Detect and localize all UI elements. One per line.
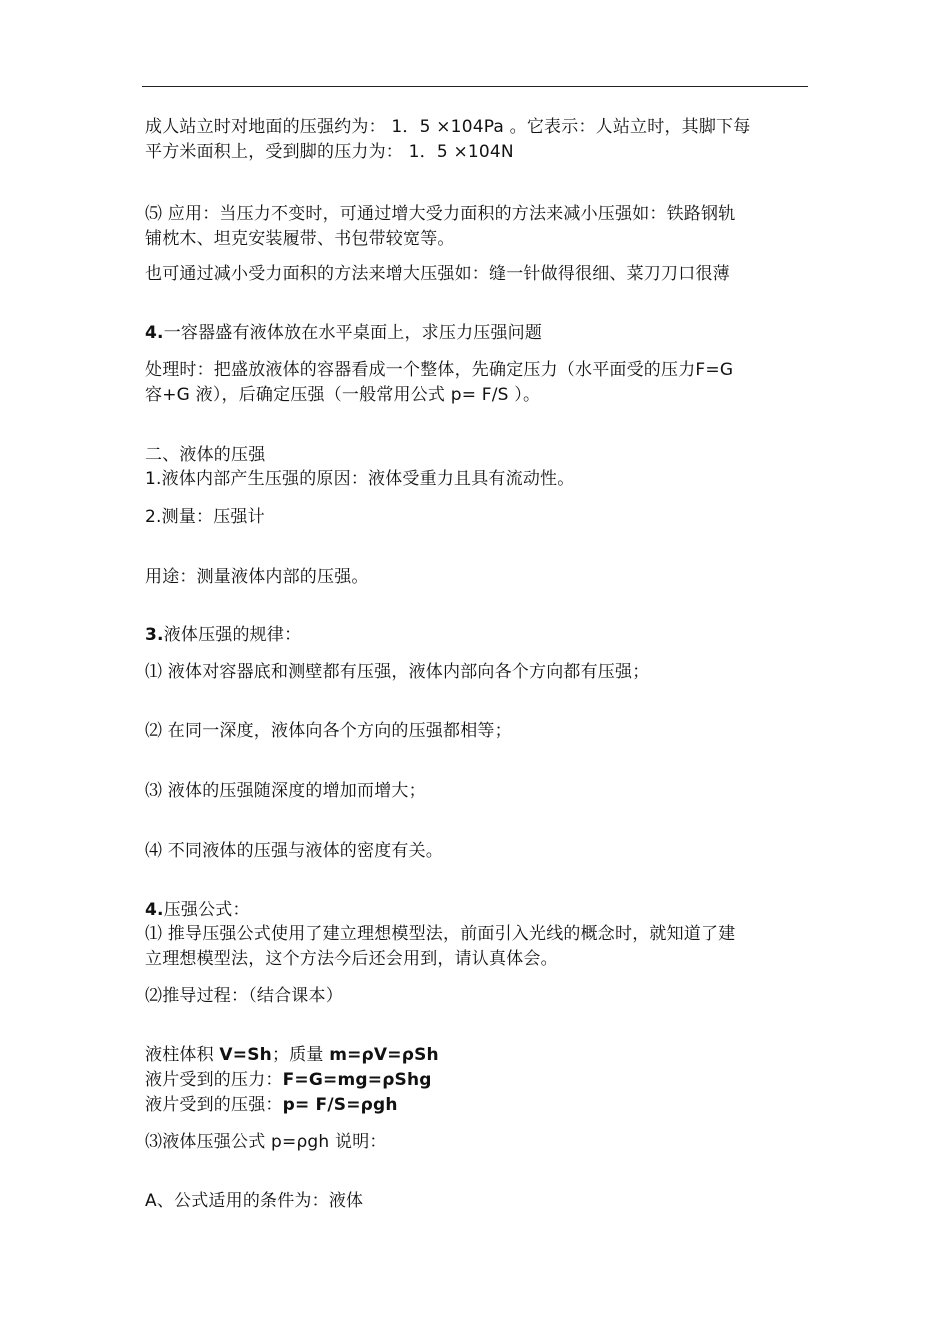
formula: p= F/S=ρgh xyxy=(282,1095,398,1115)
text-line: ⑶液体压强公式 p=ρgh 说明： xyxy=(145,1132,387,1152)
text-line: 用途：测量液体内部的压强。 xyxy=(145,567,369,587)
text-line: 铺枕木、坦克安装履带、书包带较宽等。 xyxy=(145,229,455,249)
section-heading xyxy=(145,322,542,344)
text-line: 2.测量：压强计 xyxy=(145,507,265,527)
formula-line xyxy=(145,1069,432,1091)
formula-line xyxy=(145,1044,439,1066)
section-heading xyxy=(145,624,301,646)
chapter-heading: 二、液体的压强 xyxy=(145,445,266,465)
section-heading-text: 液体压强的规律： xyxy=(163,625,302,645)
formula-label: 液片受到的压力： xyxy=(145,1070,283,1090)
text-line: 立理想模型法，这个方法今后还会用到，请认真体会。 xyxy=(145,949,558,969)
text-line: 容+G 液），后确定压强（一般常用公式 p= F/S ）。 xyxy=(145,385,541,405)
formula-label: 液柱体积 xyxy=(145,1045,214,1065)
formula-label: 液片受到的压强： xyxy=(145,1095,283,1115)
section-number: 4. xyxy=(145,323,164,343)
text-line: 也可通过减小受力面积的方法来增大压强如：缝一针做得很细、菜刀刀口很薄 xyxy=(145,264,730,284)
text-line: ⑵推导过程：（结合课本） xyxy=(145,986,343,1006)
formula: F=G=mg=ρShg xyxy=(282,1070,432,1090)
formula: V=Sh xyxy=(219,1045,272,1065)
list-item: ⑴ 液体对容器底和测壁都有压强，液体内部向各个方向都有压强； xyxy=(145,662,650,682)
list-item: ⑶ 液体的压强随深度的增加而增大； xyxy=(145,781,426,801)
list-item: ⑵ 在同一深度，液体向各个方向的压强都相等； xyxy=(145,721,512,741)
text-line: ⑸ 应用：当压力不变时，可通过增大受力面积的方法来减小压强如：铁路钢轨 xyxy=(145,204,736,224)
text-line: ⑴ 推导压强公式使用了建立理想模型法，前面引入光线的概念时，就知道了建 xyxy=(145,924,736,944)
section-heading xyxy=(145,899,250,921)
section-heading-text: 压强公式： xyxy=(163,900,250,920)
list-item: ⑷ 不同液体的压强与液体的密度有关。 xyxy=(145,841,444,861)
formula-line xyxy=(145,1094,398,1116)
text-line: 成人站立时对地面的压强约为： 1．5 ×104Pa 。它表示：人站立时，其脚下每 xyxy=(145,117,751,137)
formula-label: ；质量 xyxy=(271,1045,324,1065)
text-line: 平方米面积上，受到脚的压力为： 1．5 ×104N xyxy=(145,142,514,162)
formula: m=ρV=ρSh xyxy=(329,1045,439,1065)
header-rule xyxy=(142,86,808,87)
section-number: 4. xyxy=(145,900,164,920)
text-line: 处理时：把盛放液体的容器看成一个整体，先确定压力（水平面受的压力F=G xyxy=(145,360,734,380)
text-line: 1.液体内部产生压强的原因：液体受重力且具有流动性。 xyxy=(145,469,575,489)
text-line: A、公式适用的条件为：液体 xyxy=(145,1191,364,1211)
section-heading-text: 一容器盛有液体放在水平桌面上，求压力压强问题 xyxy=(163,323,543,343)
section-number: 3. xyxy=(145,625,164,645)
